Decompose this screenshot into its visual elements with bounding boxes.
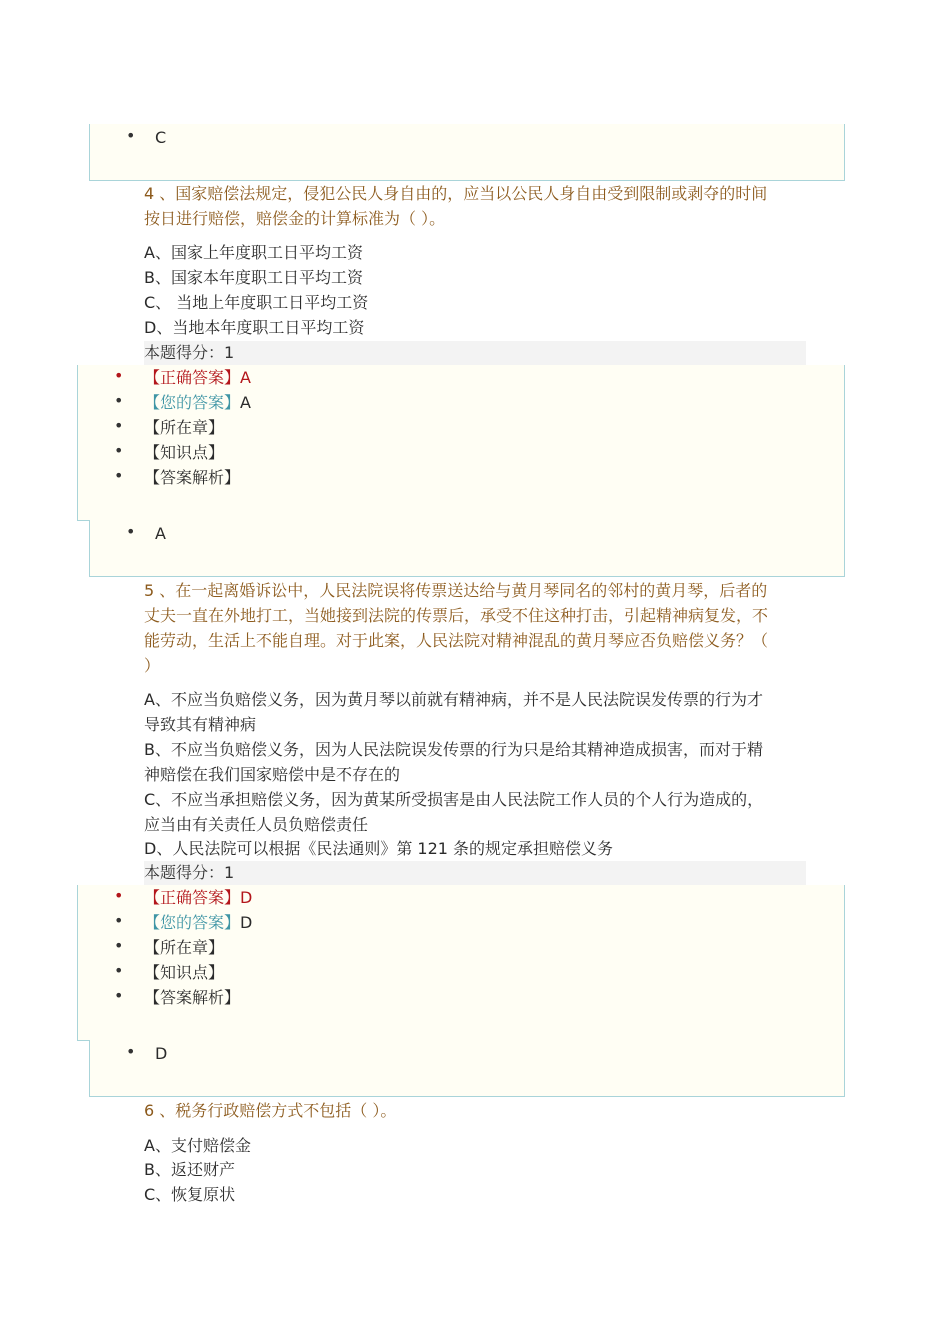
option-b-line-1: B、不应当负赔偿义务，因为人民法院误发传票的行为只是给其精神造成损害，而对于精	[144, 740, 763, 759]
option-c: C、 当地上年度职工日平均工资	[144, 293, 369, 312]
option-c-line-1: C、不应当承担赔偿义务，因为黄某所受损害是由人民法院工作人员的个人行为造成的，	[144, 790, 764, 809]
analysis-label-q4: 【答案解析】	[144, 468, 241, 487]
knowledge-label-q5: 【知识点】	[144, 963, 225, 982]
correct-answer-q5	[144, 886, 252, 910]
correct-answer-value: A	[240, 368, 251, 387]
bullet: •	[114, 886, 124, 905]
your-answer-value: A	[240, 393, 251, 412]
correct-answer-label: 【正确答案】	[144, 368, 241, 387]
option-a-line-1: A、不应当负赔偿义务，因为黄月琴以前就有精神病，并不是人民法院误发传票的行为才	[144, 690, 763, 709]
bullet: •	[114, 911, 124, 930]
correct-answer-value: D	[240, 888, 253, 907]
answer-value-q3: C	[155, 128, 167, 147]
score-q4: 本题得分：1	[144, 341, 806, 365]
option-a: A、国家上年度职工日平均工资	[144, 243, 363, 262]
your-answer-label: 【您的答案】	[144, 913, 241, 932]
option-c-line-2: 应当由有关责任人员负赔偿责任	[144, 815, 369, 834]
question-5-line-2: 丈夫一直在外地打工，当她接到法院的传票后，承受不住这种打击，引起精神病复发，不	[144, 606, 769, 625]
bullet: •	[114, 416, 124, 435]
option-a-line-2: 导致其有精神病	[144, 715, 257, 734]
your-answer-q4	[144, 391, 251, 415]
your-answer-value: D	[240, 913, 253, 932]
answer-box-q3	[89, 124, 845, 181]
bullet: •	[114, 961, 124, 980]
correct-answer-label: 【正确答案】	[144, 888, 241, 907]
bullet: •	[114, 466, 124, 485]
question-4-line-1: 4 、国家赔偿法规定，侵犯公民人身自由的，应当以公民人身自由受到限制或剥夺的时间	[144, 184, 768, 203]
option-a: A、支付赔偿金	[144, 1136, 251, 1155]
option-b: B、返还财产	[144, 1160, 235, 1179]
bullet: •	[114, 391, 124, 410]
chapter-label-q5: 【所在章】	[144, 938, 225, 957]
bullet: •	[114, 366, 124, 385]
answer-box-q5	[89, 1040, 845, 1097]
bullet: •	[126, 1042, 136, 1061]
bullet: •	[114, 441, 124, 460]
question-5-line-4: ）	[144, 656, 161, 675]
chapter-label-q4: 【所在章】	[144, 418, 225, 437]
correct-answer-q4	[144, 366, 251, 390]
question-5-line-3: 能劳动，生活上不能自理。对于此案，人民法院对精神混乱的黄月琴应否负赔偿义务？（	[144, 631, 769, 650]
option-b: B、国家本年度职工日平均工资	[144, 268, 363, 287]
question-4-line-2: 按日进行赔偿，赔偿金的计算标准为（ ）。	[144, 209, 446, 228]
bullet: •	[126, 126, 136, 145]
bullet: •	[114, 936, 124, 955]
knowledge-label-q4: 【知识点】	[144, 443, 225, 462]
option-b-line-2: 神赔偿在我们国家赔偿中是不存在的	[144, 765, 401, 784]
bullet: •	[126, 522, 136, 541]
answer-value-q5: D	[155, 1044, 168, 1063]
answer-value-q4: A	[155, 524, 166, 543]
option-c: C、恢复原状	[144, 1185, 236, 1204]
your-answer-q5	[144, 911, 252, 935]
analysis-label-q5: 【答案解析】	[144, 988, 241, 1007]
score-q5: 本题得分：1	[144, 861, 806, 885]
question-5-line-1: 5 、在一起离婚诉讼中，人民法院误将传票送达给与黄月琴同名的邻村的黄月琴，后者的	[144, 581, 768, 600]
answer-box-q4	[89, 520, 845, 577]
question-6-line-1: 6 、税务行政赔偿方式不包括（ ）。	[144, 1101, 397, 1120]
option-d: D、人民法院可以根据《民法通则》第 121 条的规定承担赔偿义务	[144, 839, 614, 858]
option-d: D、当地本年度职工日平均工资	[144, 318, 365, 337]
bullet: •	[114, 986, 124, 1005]
your-answer-label: 【您的答案】	[144, 393, 241, 412]
